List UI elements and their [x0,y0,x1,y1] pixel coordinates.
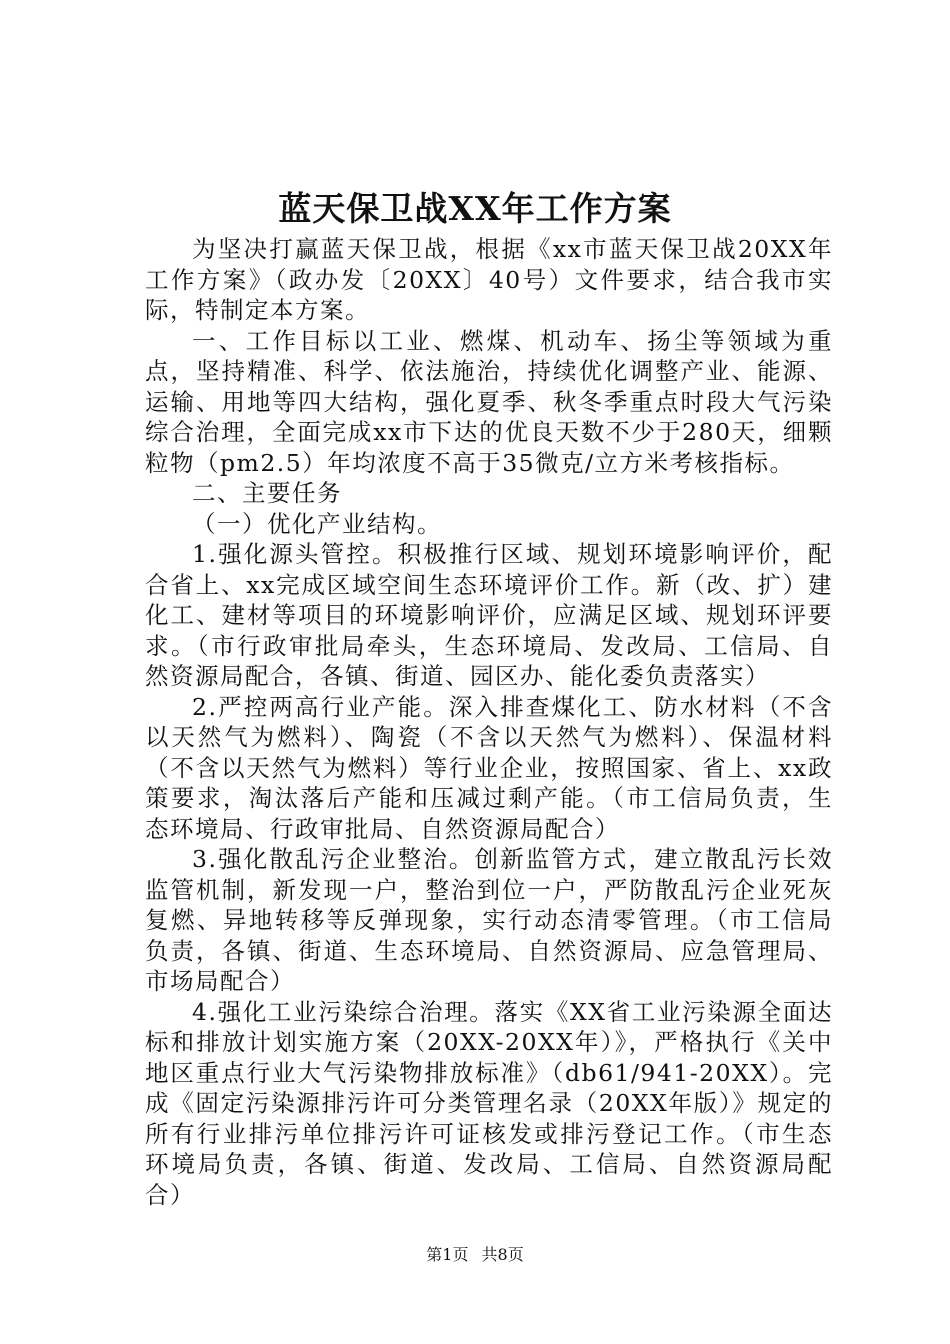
goal-paragraph: 一、工作目标以工业、燃煤、机动车、扬尘等领域为重点，坚持精准、科学、依法施治，持续优化调整产业、能源、运输、用地等四大结构，强化夏季、秋冬季重点时段大气污染综合治理，全面完成xx市下达的优良天数不少于280天，细颗粒物（pm2.5）年均浓度不高于35微克/立方米考核指标。 [145,326,833,477]
section-heading-main-tasks: 二、主要任务 [192,479,342,507]
page-number: 第1页 [426,1245,469,1264]
document-title: 蓝天保卫战XX年工作方案 [278,189,672,228]
page-total: 共8页 [481,1245,524,1264]
task-paragraph-3: 3.强化散乱污企业整治。创新监管方式，建立散乱污长效监管机制，新发现一户，整治到位一户，严防散乱污企业死灰复燃、异地转移等反弹现象，实行动态清零管理。（市工信局负责，各镇、街道、生态环境局、自然资源局、应急管理局、市场局配合） [145,845,833,995]
task-paragraph-1: 1.强化源头管控。积极推行区域、规划环境影响评价，配合省上、xx完成区域空间生态环境评价工作。新（改、扩）建化工、建材等项目的环境影响评价，应满足区域、规划环评要求。（市行政审批局牵头，生态环境局、发改局、工信局、自然资源局配合，各镇、街道、园区办、能化委负责落实） [145,540,833,690]
task-paragraph-4: 4.强化工业污染综合治理。落实《XX省工业污染源全面达标和排放计划实施方案（20XX-20XX年）》，严格执行《关中地区重点行业大气污染物排放标准》（db61/941-20XX）。完成《固定污染源排污许可分类管理名录（20XX年版）》规定的所有行业排污单位排污许可证核发或排污登记工作。（市生态环境局负责，各镇、街道、发改局、工信局、自然资源局配合） [145,997,833,1209]
page-footer [0,1244,950,1266]
subsection-heading-industry: （一）优化产业结构。 [192,509,442,538]
task-paragraph-2: 2.严控两高行业产能。深入排查煤化工、防水材料（不含以天然气为燃料）、陶瓷（不含以天然气为燃料）、保温材料（不含以天然气为燃料）等行业企业，按照国家、省上、xx政策要求，淘汰落后产能和压减过剩产能。（市工信局负责，生态环境局、行政审批局、自然资源局配合） [145,692,833,843]
intro-paragraph: 为坚决打赢蓝天保卫战，根据《xx市蓝天保卫战20XX年工作方案》（政办发〔20XX〕40号）文件要求，结合我市实际，特制定本方案。 [145,235,833,324]
document-body [145,234,833,1210]
